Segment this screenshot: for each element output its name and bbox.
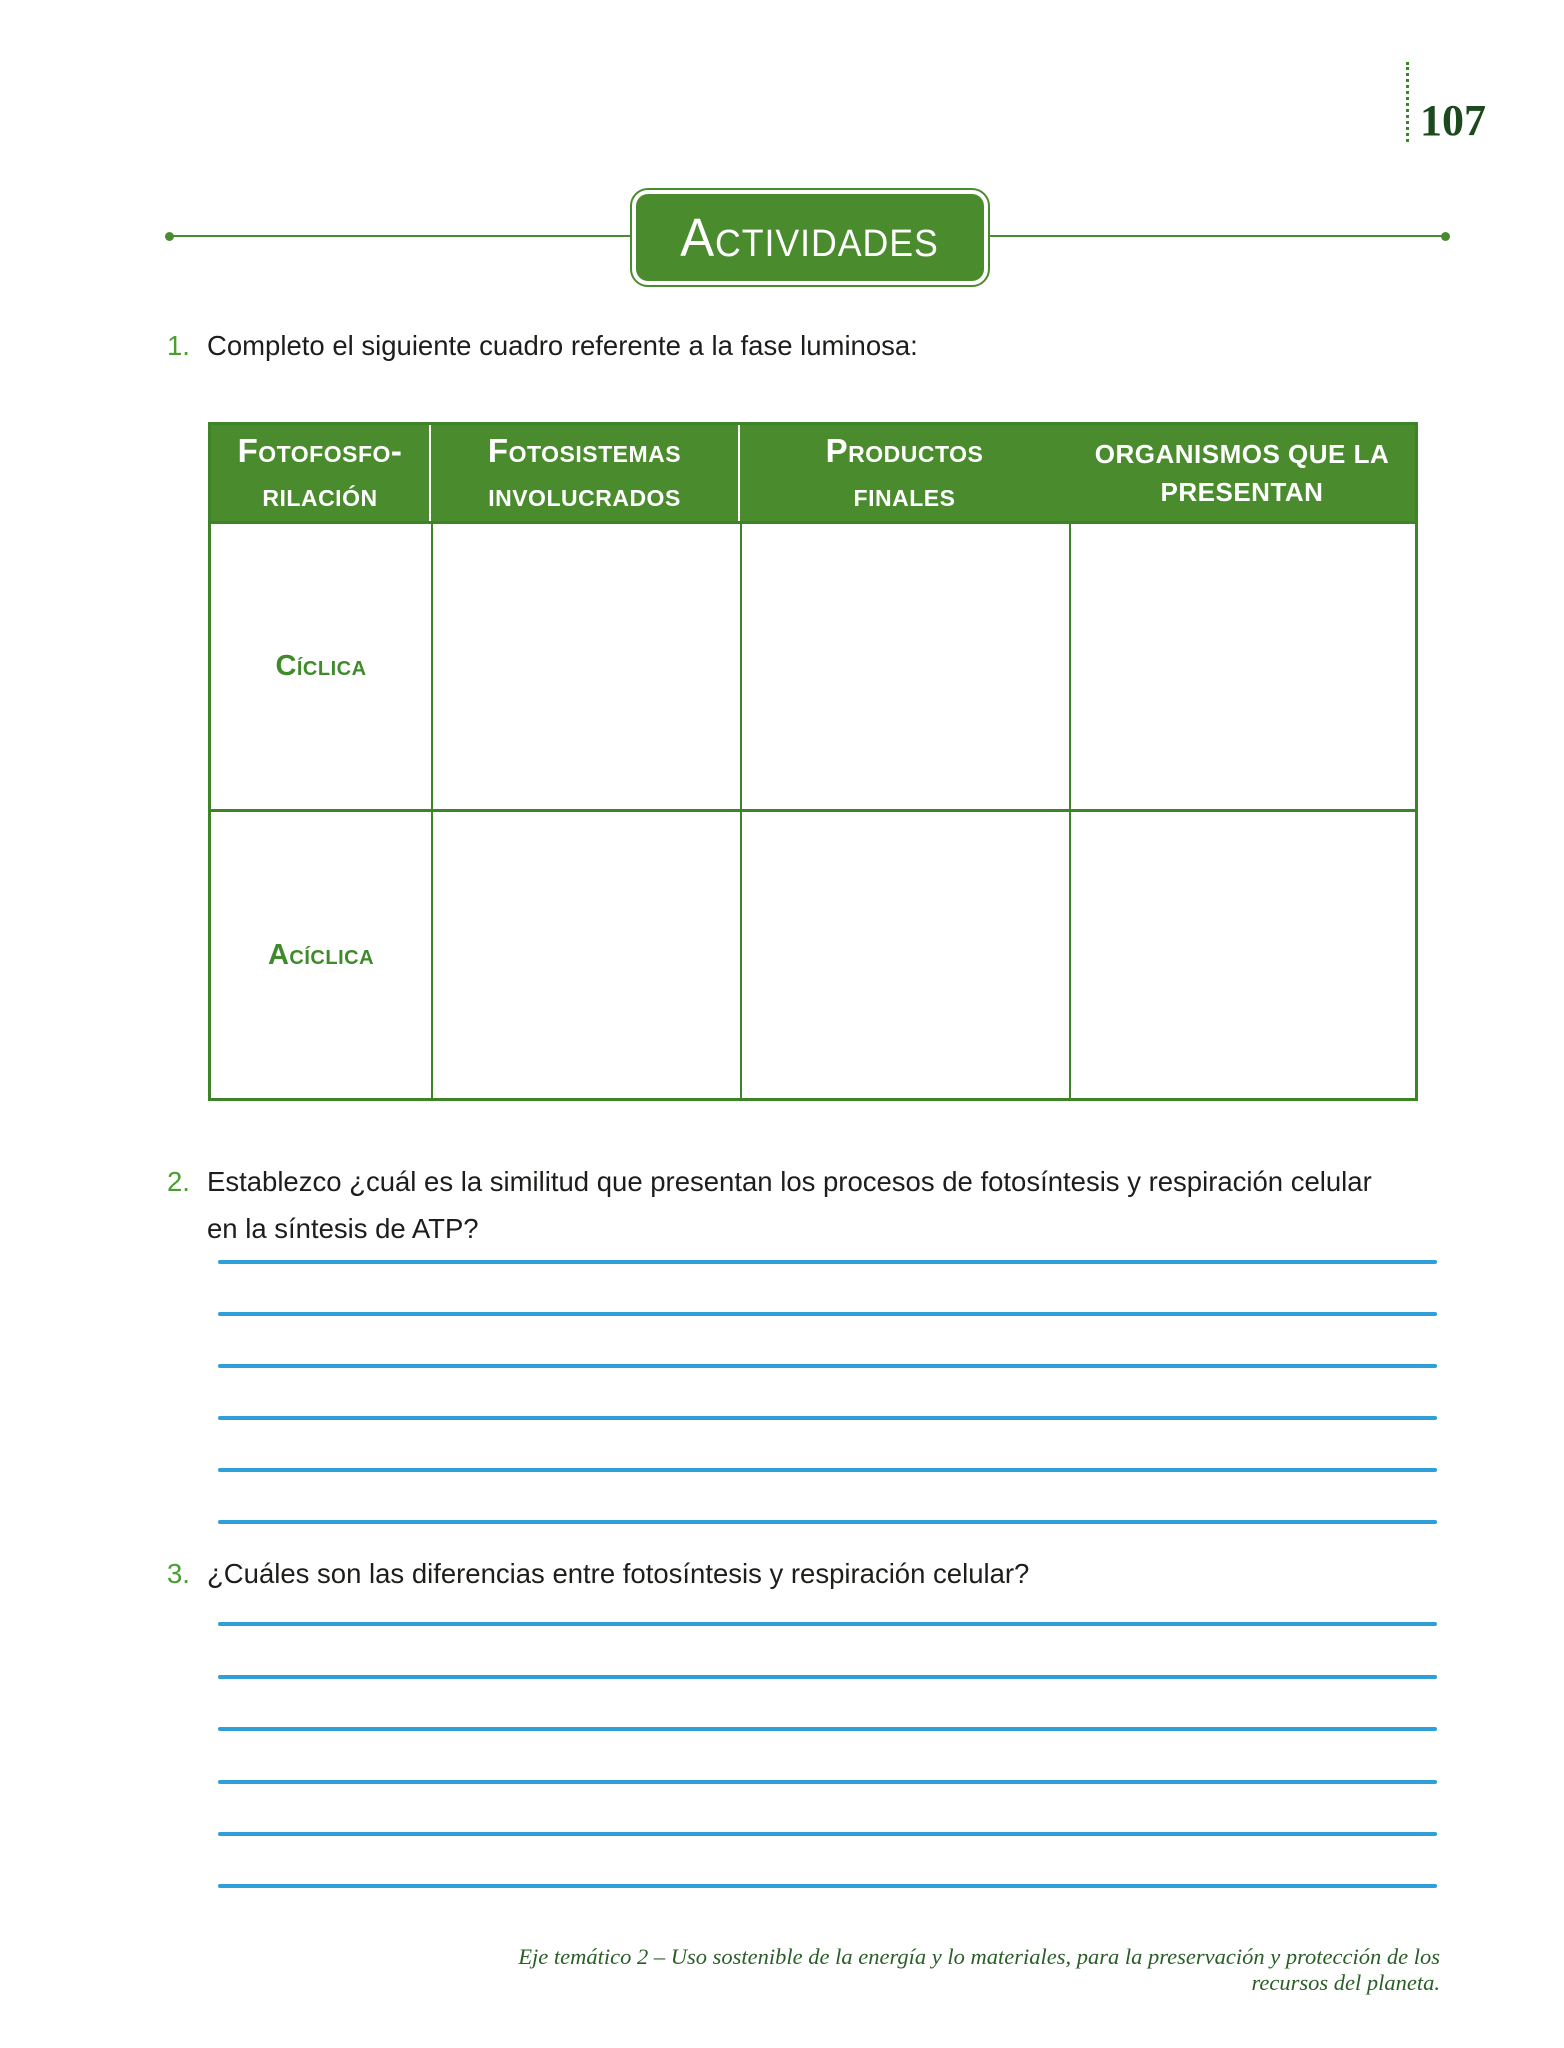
table-cell-ciclica-productos[interactable]: [740, 521, 1069, 809]
item-2-text-line-1: Establezco ¿cuál es la similitud que presentan los procesos de fotosíntesis y respiración celular: [207, 1166, 1372, 1197]
answer-line[interactable]: [218, 1260, 1437, 1264]
header-cell-fotosistemas: [431, 425, 740, 521]
item-3-number: 3.: [167, 1558, 190, 1589]
item-2: [167, 1158, 1507, 1252]
row-label-ciclica: Cíclica: [211, 521, 431, 809]
header-cell-productos: [740, 425, 1069, 521]
answer-line[interactable]: [218, 1884, 1437, 1888]
header-line: involucrados: [488, 475, 681, 513]
item-1: [167, 322, 1307, 369]
page-number-block: [1406, 62, 1486, 146]
answer-line[interactable]: [218, 1312, 1437, 1316]
item-3-text: ¿Cuáles son las diferencias entre fotosíntesis y respiración celular?: [207, 1558, 1030, 1589]
actividades-banner: [630, 188, 990, 287]
header-line: Fotosistemas: [487, 431, 682, 469]
footer-caption: Eje temático 2 – Uso sostenible de la energía y lo materiales, para la preservación y protección de los recursos del planeta.: [518, 1944, 1440, 1995]
answer-line[interactable]: [218, 1520, 1437, 1524]
table-cell-ciclica-fotosistemas[interactable]: [431, 521, 740, 809]
divider-dot-right: [1441, 232, 1450, 241]
item-1-text: Completo el siguiente cuadro referente a la fase luminosa:: [207, 330, 918, 361]
header-line: PRESENTAN: [1160, 476, 1324, 507]
header-cell-fotofosforilacion: [211, 425, 431, 521]
header-line: Fotofosfo-: [237, 431, 403, 469]
item-2-text-line-2: en la síntesis de ATP?: [207, 1213, 479, 1244]
header-cell-organismos: [1069, 425, 1415, 521]
actividades-banner-fill: [636, 194, 984, 281]
answer-line[interactable]: [218, 1727, 1437, 1731]
activity-table: [208, 422, 1418, 1101]
item-2-number: 2.: [167, 1166, 190, 1197]
table-cell-ciclica-organismos[interactable]: [1069, 521, 1415, 809]
item-3: [167, 1550, 1507, 1597]
answer-line[interactable]: [218, 1364, 1437, 1368]
answer-line[interactable]: [218, 1675, 1437, 1679]
header-line: Productos: [825, 431, 984, 469]
answer-line[interactable]: [218, 1416, 1437, 1420]
table-cell-aciclica-organismos[interactable]: [1069, 809, 1415, 1098]
header-line: rilación: [262, 475, 378, 513]
row-label-aciclica: Acíclica: [211, 809, 431, 1098]
answer-line[interactable]: [218, 1622, 1437, 1626]
banner-title: Actividades: [680, 207, 940, 268]
divider-dot-left: [165, 232, 174, 241]
header-line: ORGANISMOS QUE LA: [1094, 438, 1390, 469]
answer-line[interactable]: [218, 1468, 1437, 1472]
table-cell-aciclica-productos[interactable]: [740, 809, 1069, 1098]
item-1-number: 1.: [167, 330, 190, 361]
table-cell-aciclica-fotosistemas[interactable]: [431, 809, 740, 1098]
header-line: finales: [853, 475, 956, 513]
page-number: 107: [1420, 96, 1486, 146]
answer-line[interactable]: [218, 1832, 1437, 1836]
answer-line[interactable]: [218, 1780, 1437, 1784]
